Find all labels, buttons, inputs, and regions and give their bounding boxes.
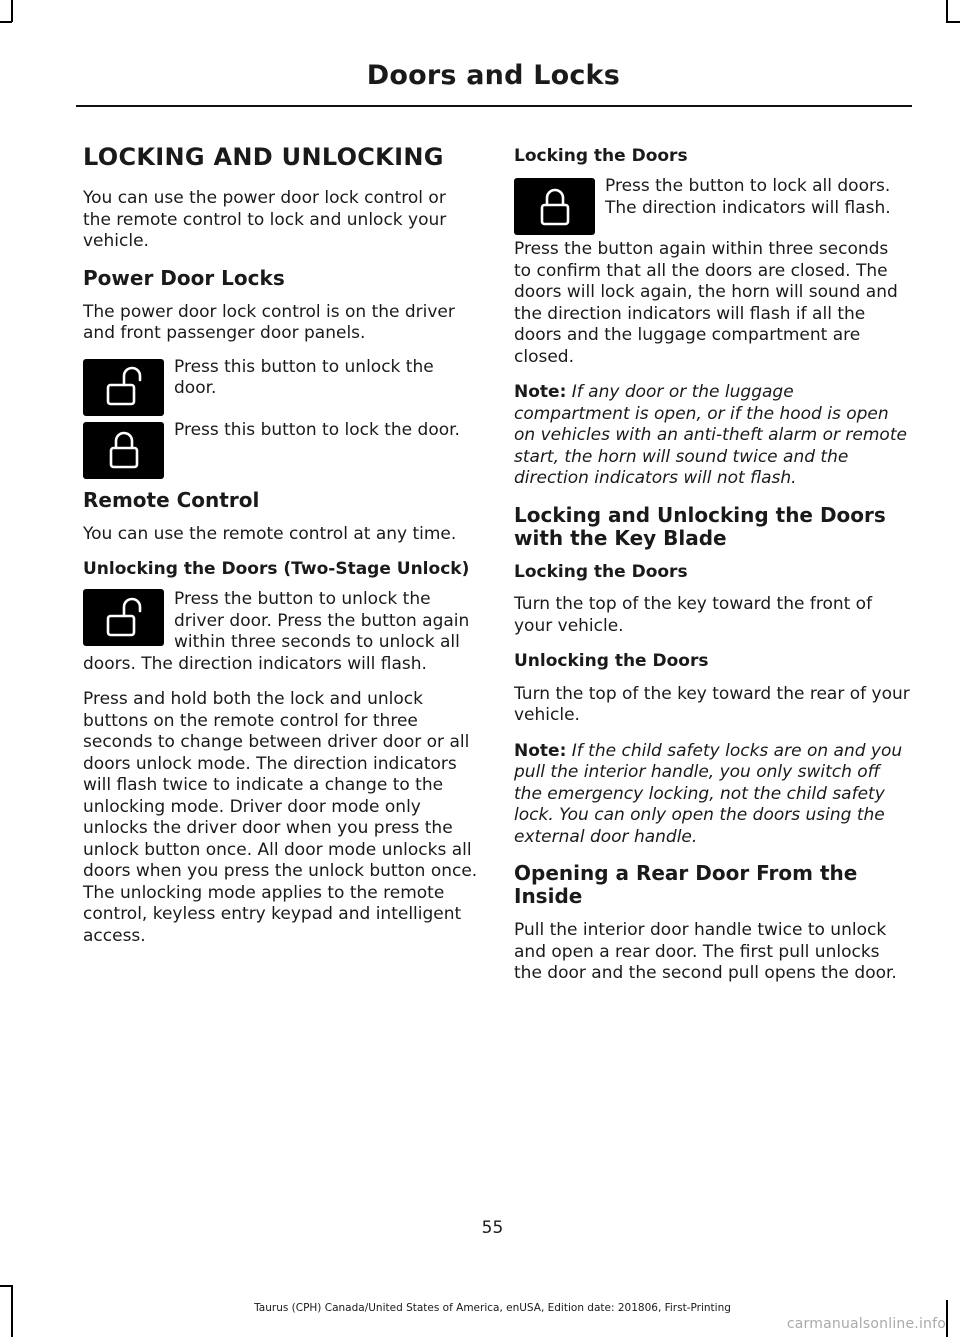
key-blade-locking-heading: Locking the Doors — [514, 561, 688, 582]
remote-control-heading: Remote Control — [83, 487, 260, 512]
lock-all-text: Press the button to lock all doors. The direction indicators will flash. — [605, 178, 891, 218]
two-stage-unlock-block — [83, 589, 478, 675]
watermark: carmanualsonline.info — [786, 1316, 946, 1332]
power-door-locks-text: The power door lock control is on the driver and front passenger door panels. — [83, 301, 455, 343]
note-child-safety — [514, 741, 910, 849]
section-title: LOCKING AND UNLOCKING — [83, 143, 444, 171]
rear-door-text: Pull the interior door handle twice to unlock and open a rear door. The first pull unlocks the door and the second pull opens the door. — [514, 920, 897, 984]
remote-control-text: You can use the remote control at any time. — [83, 523, 457, 544]
key-blade-unlocking-text: Turn the top of the key toward the rear of your vehicle. — [514, 683, 910, 726]
rear-door-heading: Opening a Rear Door From the Inside — [514, 861, 858, 909]
unlock-button-row — [83, 359, 478, 420]
lock-icon — [83, 422, 164, 479]
two-stage-unlock-heading: Unlocking the Doors (Two-Stage Unlock) — [83, 559, 470, 579]
crop-mark — [0, 1285, 12, 1287]
lock-icon — [514, 178, 595, 235]
note-label: Note: — [514, 382, 567, 403]
key-blade-locking-text: Turn the top of the key toward the front of your vehicle. — [514, 594, 873, 636]
two-stage-unlock-text: Press the button to unlock the driver door. Press the button again within three seconds to unlock all doors. The direction indicators will flash. — [83, 589, 470, 674]
note-label: Note: — [514, 740, 567, 761]
page-number: 55 — [481, 1218, 504, 1238]
crop-mark — [946, 0, 948, 22]
crop-mark — [0, 21, 12, 23]
note-text: If any door or the luggage compartment is open, or if the hood is open on vehicles with an anti-theft alarm or remote start, the horn will sound twice and the direction indicators will not flash. — [514, 382, 907, 489]
unlock-mode-text: Press and hold both the lock and unlock buttons on the remote control for three seconds to change between driver door or all doors unlock mode. The direction indicators will flash twice to indicate a change to the unlocking mode. Driver door mode only unlocks the driver door when you press the unlock button once. All door mode unlocks all doors when you press the unlock button once. The unlocking mode applies to the remote control, keyless entry keypad and intelligent access. — [83, 689, 478, 946]
footer-edition-text: Taurus (CPH) Canada/United States of America, enUSA, Edition date: 201806, First-Printing — [254, 1302, 731, 1314]
header-rule — [76, 105, 912, 107]
locking-doors-heading: Locking the Doors — [514, 146, 688, 166]
unlock-icon — [83, 589, 164, 646]
intro-paragraph: You can use the power door lock control or the remote control to lock and unlock your vehicle. — [83, 188, 447, 251]
lock-button-text: Press this button to lock the door. — [174, 421, 460, 440]
right-column — [514, 142, 910, 999]
crop-mark — [946, 21, 960, 23]
note-text: If the child safety locks are on and you pull the interior handle, you only switch off the emergency locking, not the child safety lock. You can only open the doors using the external door handle. — [514, 740, 903, 847]
left-column — [83, 142, 478, 961]
note-luggage — [514, 382, 910, 490]
key-blade-unlocking-heading: Unlocking the Doors — [514, 651, 709, 672]
page-header-title: Doors and Locks — [366, 60, 620, 91]
power-door-locks-heading: Power Door Locks — [83, 265, 285, 290]
unlock-button-text: Press this button to unlock the door. — [174, 358, 434, 398]
lock-all-row — [514, 178, 910, 239]
lock-button-row — [83, 422, 478, 483]
unlock-icon — [83, 359, 164, 416]
key-blade-heading: Locking and Unlocking the Doors with the Key Blade — [514, 502, 886, 550]
crop-mark — [11, 0, 13, 22]
lock-confirm-text: Press the button again within three seconds to confirm that all the doors are closed. The doors will lock again, the horn will sound and the direction indicators will flash if all the doors and the luggage compartment are closed. — [514, 239, 898, 367]
